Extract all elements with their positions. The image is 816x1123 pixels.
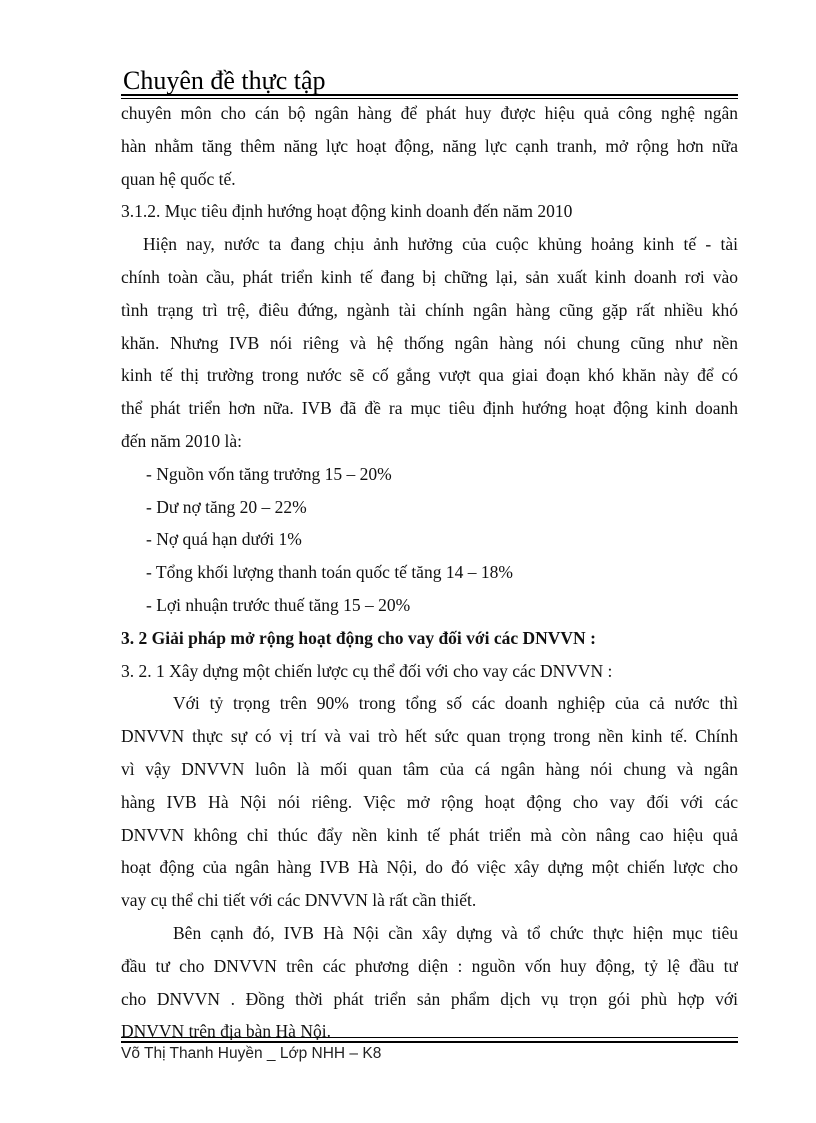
- footer-rule-top: [121, 1037, 738, 1038]
- text-line: hàn nhằm tăng thêm năng lực hoạt động, năng lực cạnh tranh, mở rộng hơn nữa: [121, 135, 738, 156]
- text-line: quan hệ quốc tế.: [121, 168, 236, 189]
- text-line: chính toàn cầu, phát triển kinh tế đang bị chững lại, sản xuất kinh doanh rơi vào: [121, 266, 738, 287]
- text-line: hàng IVB Hà Nội nói riêng. Việc mở rộng hoạt động cho vay đối với các: [121, 791, 738, 812]
- text-line: cho DNVVN . Đồng thời phát triển sản phẩm dịch vụ trọn gói phù hợp với: [121, 988, 738, 1009]
- bullet-item: - Nợ quá hạn dưới 1%: [146, 529, 302, 550]
- text-line: khăn. Nhưng IVB nói riêng và hệ thống ngân hàng nói chung cũng như nền: [121, 332, 738, 353]
- text-line: Bên cạnh đó, IVB Hà Nội cần xây dựng và tổ chức thực hiện mục tiêu: [173, 922, 738, 943]
- text-line: Với tỷ trọng trên 90% trong tổng số các doanh nghiệp của cả nước thì: [173, 693, 738, 714]
- text-line: kinh tế thị trường trong nước sẽ cố gắng vượt qua giai đoạn khó khăn này để có: [121, 365, 738, 386]
- text-line: DNVVN thực sự có vị trí và vai trò hết sức quan trọng trong nền kinh tế. Chính: [121, 726, 738, 747]
- bullet-item: - Dư nợ tăng 20 – 22%: [146, 496, 307, 517]
- bullet-item: - Tổng khối lượng thanh toán quốc tế tăng 14 – 18%: [146, 562, 513, 583]
- text-line: thể phát triển hơn nữa. IVB đã đề ra mục tiêu định hướng hoạt động kinh doanh: [121, 398, 738, 419]
- text-line: đến năm 2010 là:: [121, 430, 243, 451]
- page-header-title: Chuyên đề thực tập: [123, 66, 326, 95]
- footer-rule-bottom: [121, 1041, 738, 1043]
- text-line: Hiện nay, nước ta đang chịu ảnh hưởng của cuộc khủng hoảng kinh tế - tài: [143, 234, 738, 255]
- header-rule-top: [121, 94, 738, 96]
- text-line: vay cụ thể chi tiết với các DNVVN là rất cần thiết.: [121, 890, 477, 911]
- text-line: hoạt động của ngân hàng IVB Hà Nội, do đó việc xây dựng một chiến lược cho: [121, 857, 738, 878]
- text-line: vì vậy DNVVN luôn là mối quan tâm của cá ngân hàng nói chung và ngân: [121, 758, 738, 779]
- page-footer-author: Võ Thị Thanh Huyền _ Lớp NHH – K8: [121, 1045, 382, 1062]
- section-heading-3-2-1: 3. 2. 1 Xây dựng một chiến lược cụ thể đối với cho vay các DNVVN :: [121, 660, 613, 681]
- section-heading-3-1-2: 3.1.2. Mục tiêu định hướng hoạt động kinh doanh đến năm 2010: [121, 201, 573, 222]
- section-heading-3-2: 3. 2 Giải pháp mở rộng hoạt động cho vay đối với các DNVVN :: [121, 627, 596, 648]
- text-line: chuyên môn cho cán bộ ngân hàng để phát huy được hiệu quả công nghệ ngân: [121, 103, 738, 123]
- text-line: tình trạng trì trệ, điêu đứng, ngành tài chính ngân hàng cũng gặp rất nhiều khó: [121, 299, 738, 320]
- document-body: [121, 97, 738, 1048]
- text-line: DNVVN trên địa bàn Hà Nội.: [121, 1021, 331, 1042]
- text-line: đầu tư cho DNVVN trên các phương diện : nguồn vốn huy động, tỷ lệ đầu tư: [121, 955, 738, 976]
- bullet-item: - Nguồn vốn tăng trưởng 15 – 20%: [146, 463, 392, 484]
- text-line: DNVVN không chỉ thúc đẩy nền kinh tế phát triển mà còn nâng cao hiệu quả: [121, 824, 738, 845]
- bullet-item: - Lợi nhuận trước thuế tăng 15 – 20%: [146, 594, 411, 615]
